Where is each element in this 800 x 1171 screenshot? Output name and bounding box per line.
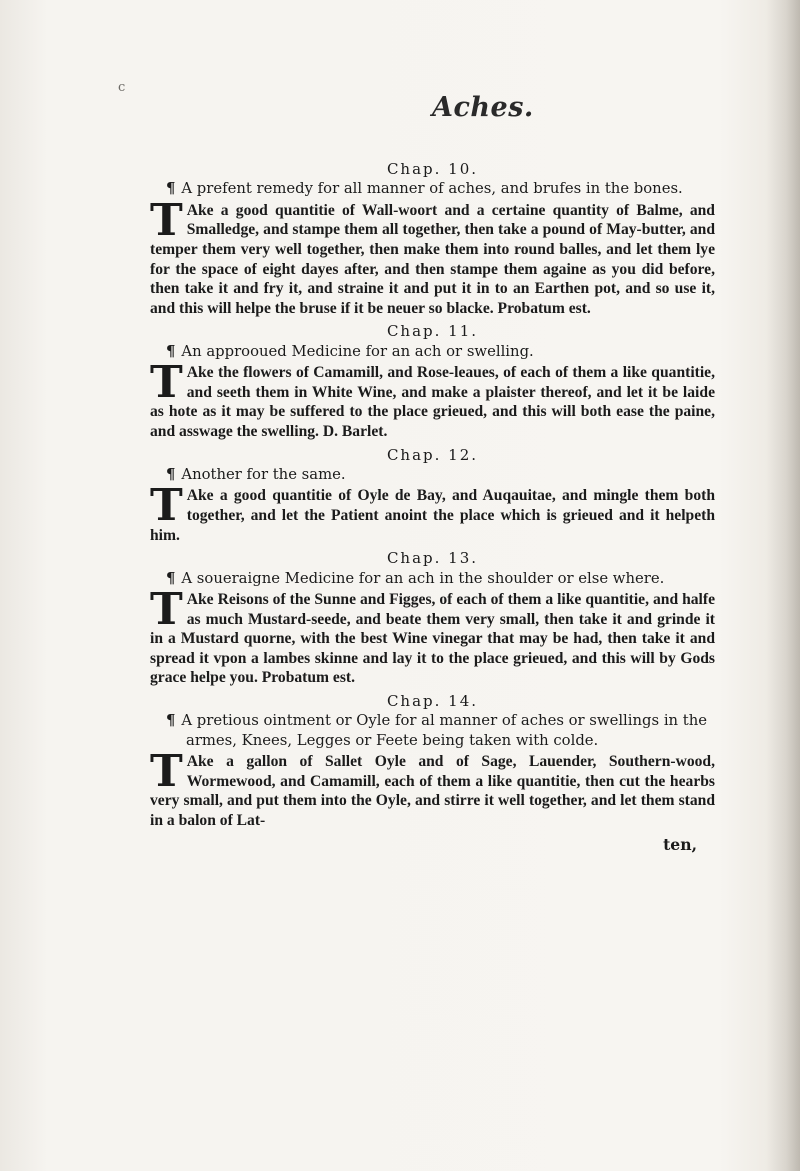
chapter-body [150, 357, 715, 441]
chapter-rubric [150, 465, 715, 484]
pilcrow-icon: ¶ [166, 180, 176, 198]
chapter-10 [150, 160, 715, 318]
chapter-heading: Chap. 12. [386, 445, 479, 464]
chapter-body [150, 480, 715, 545]
chapter-heading: Chap. 14. [386, 691, 479, 710]
drop-initial: T [150, 480, 183, 532]
drop-initial: T [150, 746, 183, 798]
rubric-text: A prefent remedy for all manner of aches, and brufes in the bones. [181, 180, 683, 198]
rubric-text: A soueraigne Medicine for an ach in the shoulder or else where. [181, 569, 665, 587]
catchword: ten, [663, 834, 697, 854]
chapter-13 [150, 549, 715, 688]
page-gutter-shadow [766, 0, 800, 1171]
body-text: Ake the flowers of Camamill, and Rose-leaues, of each of them a like quantitie, and seeth them in White Wine, and make a plaister thereof, and let it be laide as hote as it may be suffered to the place grieued, and this will both ease the paine, and asswage the swelling. D. Barlet. [150, 364, 715, 440]
body-text: Ake a gallon of Sallet Oyle and of Sage, Lauender, Southern-wood, Wormewood, and Camamill, each of them a like quantitie, then cut the hearbs very small, and put them into the Oyle, and stirre it well together, and let them stand in a balon of Lat- [150, 753, 715, 829]
chapter-heading: Chap. 10. [386, 160, 479, 178]
rubric-text: Another for the same. [181, 465, 346, 483]
running-head: Aches. [432, 92, 534, 123]
pilcrow-icon: ¶ [166, 342, 176, 360]
drop-initial: T [150, 194, 183, 246]
chapter-body [150, 194, 715, 319]
text-block [150, 160, 715, 854]
corner-mark: c [118, 80, 126, 95]
chapter-11 [150, 322, 715, 441]
pilcrow-icon: ¶ [166, 465, 176, 483]
chapter-rubric [150, 179, 715, 198]
chapter-12 [150, 446, 715, 546]
chapter-body [150, 746, 715, 830]
body-text: Ake a good quantitie of Wall-woort and a certaine quantity of Balme, and Smalledge, and stampe them all together, then take a pound of May-butter, and temper them very well together, then make them into round balles, and let them lye for the space of eight dayes after, and then stampe them againe as you did before, then take it and fry it, and straine it and put it in to an Earthen pot, and so use it, and this will helpe the bruse if it be neuer so blacke. Probatum est. [150, 201, 715, 317]
pilcrow-icon: ¶ [166, 569, 176, 587]
drop-initial: T [150, 357, 183, 409]
chapter-heading: Chap. 13. [386, 549, 479, 568]
body-text: Ake a good quantitie of Oyle de Bay, and Auqauitae, and mingle them both together, and let the Patient anoint the place which is grieued and it helpeth him. [150, 487, 715, 544]
drop-initial: T [150, 583, 183, 635]
rubric-text: An approoued Medicine for an ach or swelling. [181, 342, 534, 360]
body-text: Ake Reisons of the Sunne and Figges, of each of them a like quantitie, and halfe as much Mustard-seede, and beate them very small, then take it and grinde it in a Mustard quorne, with the best Wine vinegar that may be had, then take it and spread it vpon a lambes skinne and lay it to the place grieued, and this will by Gods grace helpe you. Probatum est. [150, 590, 715, 687]
chapter-rubric [150, 342, 715, 361]
chapter-14 [150, 692, 715, 831]
rubric-text: A pretious ointment or Oyle for al manner of aches or swellings in the armes, Knees, Legges or Feete being taken with colde. [181, 712, 708, 749]
chapter-rubric [150, 711, 715, 750]
chapter-body [150, 583, 715, 688]
pilcrow-icon: ¶ [166, 712, 176, 730]
chapter-rubric [150, 569, 715, 588]
chapter-heading: Chap. 11. [386, 322, 479, 341]
